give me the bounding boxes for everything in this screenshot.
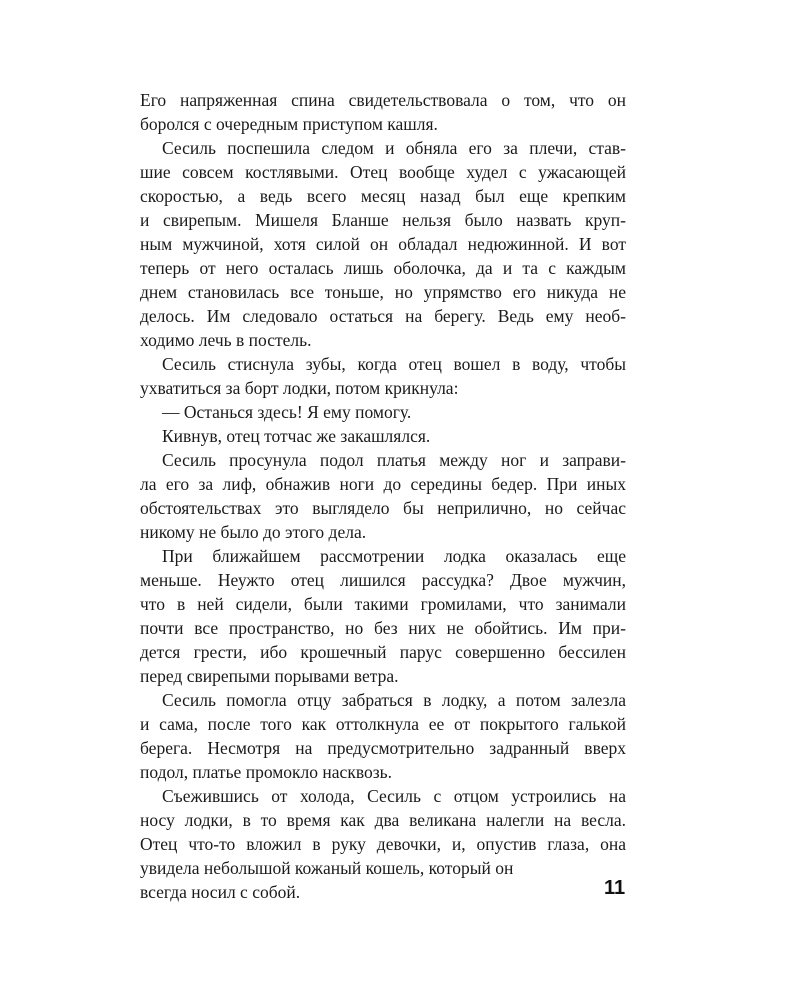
text-line: подол, платье промокло насквозь. — [140, 762, 392, 782]
text-line: ухватиться за борт лодки, потом крикнула: — [140, 378, 459, 398]
text-line: и свирепым. Мишеля Бланше нельзя было назвать круп- — [140, 210, 626, 230]
text-line: ным мужчиной, хотя силой он обладал недюжинной. И вот — [140, 234, 626, 254]
text-line: увидела неболышой кожаный кошель, который он — [140, 858, 514, 878]
text-line: обстоятельствах это выглядело бы неприлично, но сейчас — [140, 498, 626, 518]
body-text — [140, 88, 626, 904]
page-number: 11 — [604, 877, 626, 899]
text-line: Его напряженная спина свидетельствовала о том, что он — [140, 90, 626, 110]
text-line: Сесиль просунула подол платья между ног и заправи- — [162, 450, 626, 470]
text-line: и сама, после того как оттолкнула ее от покрытого галькой — [140, 714, 626, 734]
text-line: Отец что-то вложил в руку девочки, и, опустив глаза, она — [140, 834, 626, 854]
text-line: носу лодки, в то время как два великана налегли на весла. — [140, 810, 626, 830]
text-line: ла его за лиф, обнажив ноги до середины бедер. При иных — [140, 474, 626, 494]
text-line: — Останься здесь! Я ему помогу. — [162, 402, 412, 422]
text-line: что в ней сидели, были такими громилами, что занимали — [140, 594, 626, 614]
text-line: Сесиль поспешила следом и обняла его за плечи, став- — [162, 138, 626, 158]
text-line: Кивнув, отец тотчас же закашлялся. — [162, 426, 431, 446]
text-line: дется грести, ибо крошечный парус совершенно бессилен — [140, 642, 626, 662]
text-line: Съежившись от холода, Сесиль с отцом устроились на — [162, 786, 626, 806]
text-line: Сесиль стиснула зубы, когда отец вошел в воду, чтобы — [162, 354, 626, 374]
text-line: При ближайшем рассмотрении лодка оказалась еще — [162, 546, 626, 566]
text-line: перед свирепыми порывами ветра. — [140, 666, 399, 686]
text-line: почти все пространство, но без них не обойтись. Им при- — [140, 618, 626, 638]
text-line: Сесиль помогла отцу забраться в лодку, а потом залезла — [162, 690, 626, 710]
text-line: скоростью, а ведь всего месяц назад был еще крепким — [140, 186, 626, 206]
text-line: днем становилась все тоньше, но упрямство его никуда не — [140, 282, 626, 302]
text-line: ходимо лечь в постель. — [140, 330, 312, 350]
text-line: делось. Им следовало остаться на берегу. Ведь ему необ- — [140, 306, 626, 326]
text-line: берега. Несмотря на предусмотрительно задранный вверх — [140, 738, 626, 758]
text-line: боролся с очередным приступом кашля. — [140, 114, 438, 134]
text-line: меньше. Неужто отец лишился рассудка? Двое мужчин, — [140, 570, 626, 590]
text-line: шие совсем костлявыми. Отец вообще худел с ужасающей — [140, 162, 626, 182]
text-line: всегда носил с собой. — [140, 882, 301, 902]
text-line: теперь от него осталась лишь оболочка, да и та с каждым — [140, 258, 626, 278]
text-line: никому не было до этого дела. — [140, 522, 367, 542]
